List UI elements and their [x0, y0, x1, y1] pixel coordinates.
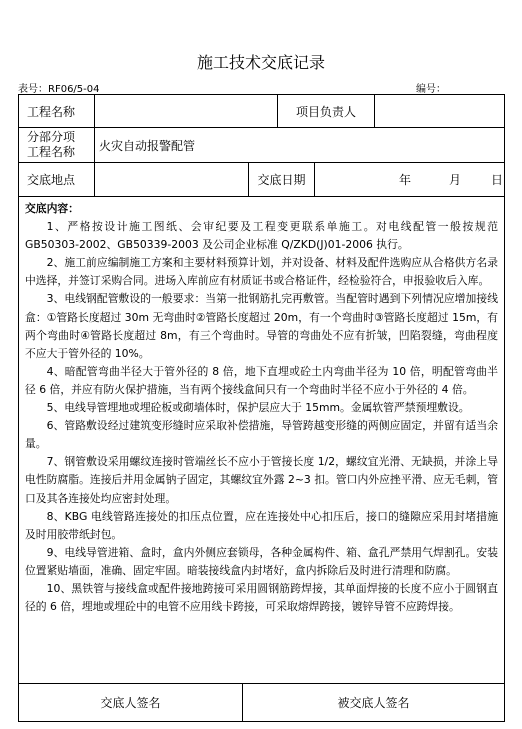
location-label: 交底地点 — [27, 173, 76, 187]
content-paragraph: 1、严格按设计施工图纸、会审纪要及工程变更联系单施工。对电线配管一般按规范 GB50303-2002、GB50339-2003 及公司企业标准 Q/ZKD(J)01-2006 执行。 — [25, 220, 498, 252]
date-month-label: 月 — [449, 173, 462, 187]
row-subproject — [19, 128, 504, 163]
content-paragraph: 6、管路敷设经过建筑变形缝时应采取补偿措施，导管跨越变形缝的两侧应固定，并留有适当余量。 — [25, 419, 498, 451]
subproject-value[interactable]: 火灾自动报警配管 — [94, 128, 504, 162]
page-title: 施工技术交底记录 — [196, 53, 325, 72]
location-value[interactable] — [94, 163, 248, 196]
content-paragraph: 2、施工前应编制施工方案和主要材料预算计划，并对设备、材料及配件选购应从合格供方名录中选择，并签订采购合同。进场入库前应有材质证书或合格证件，经检验符合，申报验收后入库。 — [25, 256, 498, 288]
date-label: 交底日期 — [248, 163, 314, 196]
project-lead-value[interactable] — [374, 95, 504, 127]
content-paragraph: 3、电线钢配管敷设的一般要求：当第一批钢筋扎完再敷管。当配管时遇到下列情况应增加接线盒：①管路长度超过 30m 无弯曲时②管路长度超过 20m，有一个弯曲时③管路长度超过 15m，有两个弯曲时④管路长度超过 8m，有三个弯曲时。导管的弯曲处不应有折皱，凹陷裂缝，弯曲程度不应大于管外径的 10%。 — [25, 292, 498, 360]
date-year-label: 年 — [399, 173, 412, 187]
form-number-value: RF06/5-04 — [48, 84, 100, 95]
serial-number — [416, 80, 446, 95]
content-paragraph: 5、电线导管埋地或埋砼板或砌墙体时，保护层应大于 15mm。金属软管严禁预埋敷设。 — [46, 401, 470, 415]
subproject-label: 分部分项 工程名称 — [27, 130, 76, 159]
content-paragraph: 9、电线导管进箱、盒时，盒内外侧应套锁母，各种金属构件、箱、盒孔严禁用气焊割孔。安装位置紧贴墙面，准确、固定牢固。暗装接线盒内封堵好，盒内拆除后及时进行清理和防腐。 — [25, 545, 498, 577]
content-heading: 交底内容： — [25, 202, 79, 215]
project-lead-label: 项目负责人 — [277, 95, 374, 127]
date-value[interactable] — [314, 163, 504, 196]
form-number — [18, 80, 100, 95]
receiver-sign-label: 被交底人签名 — [242, 684, 504, 721]
content-paragraph: 7、钢管敷设采用螺纹连接时管端丝长不应小于管接长度 1/2，螺纹宜光滑、无缺损，并涂上导电性防腐脂。连接后并用金属钠子固定，其螺纹宜外露 2~3 扣。管口内外应挫平滑、应无毛刺，管口及其各连接处均应密封处理。 — [25, 455, 498, 505]
date-day-label: 日 — [491, 173, 504, 187]
project-name-label: 工程名称 — [27, 104, 76, 119]
form-number-label: 表号： — [18, 84, 48, 95]
project-name-value[interactable] — [94, 95, 277, 127]
disclosure-content — [19, 197, 504, 684]
serial-number-label: 编号： — [416, 84, 446, 95]
row-signatures — [19, 684, 504, 721]
giver-sign-label: 交底人签名 — [100, 696, 161, 710]
row-project — [19, 95, 504, 128]
content-paragraph: 4、暗配管弯曲半径大于管外径的 8 倍，地下直埋或砼土内弯曲半径为 10 倍，明配管弯曲半径 6 倍，并应有防火保护措施，当有两个接线盒间只有一个弯曲时半径不应小于外径的 4 倍。 — [25, 364, 498, 396]
row-location-date — [19, 163, 504, 197]
content-paragraph: 8、KBG 电线管路连接处的扣压点位置，应在连接处中心扣压后，接口的缝隙应采用封堵措施及时用胶带纸封包。 — [25, 509, 498, 541]
content-paragraph: 10、黑铁管与接线盒或配件接地跨接可采用圆钢筋跨焊接，其单面焊接的长度不应小于圆钢直径的 6 倍，埋地或埋砼中的电管不应用线卡跨接，可采取熔焊跨接，镀锌导管不应跨焊接。 — [25, 581, 498, 614]
disclosure-form — [18, 94, 505, 722]
